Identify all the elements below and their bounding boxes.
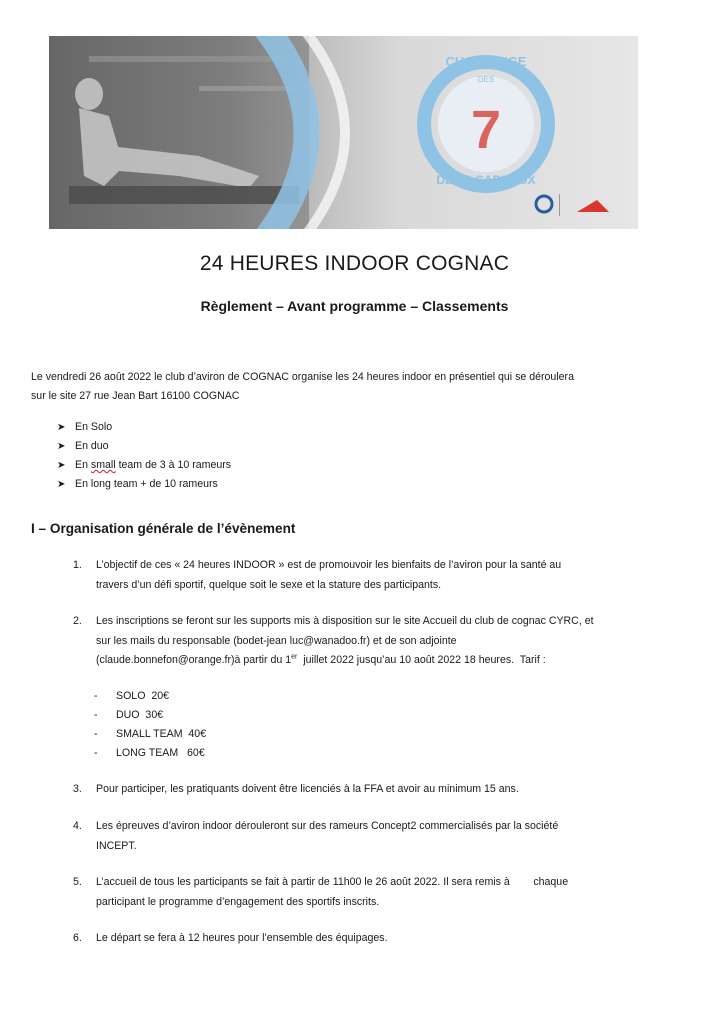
item-text: travers d’un défi sportif, quelque soit le sexe et la stature des participants. bbox=[96, 578, 442, 591]
price-item bbox=[94, 687, 206, 706]
logo-text-top: CHALLENGE bbox=[445, 54, 527, 69]
logo-text-des: DES bbox=[477, 75, 495, 84]
item-text bbox=[96, 651, 663, 671]
list-item-text: En long team + de 10 rameurs bbox=[75, 478, 218, 490]
list-item bbox=[57, 437, 231, 456]
list-item-text: En Solo bbox=[75, 421, 113, 433]
item-number: 3. bbox=[73, 783, 82, 795]
item-text: L’objectif de ces « 24 heures INDOOR » est de promouvoir les bienfaits de l’aviron pour la santé au bbox=[96, 559, 562, 571]
price-text: SMALL TEAM 40€ bbox=[116, 728, 207, 740]
numbered-item bbox=[73, 612, 663, 671]
numbered-item bbox=[73, 780, 663, 800]
spellcheck-word: small bbox=[90, 459, 116, 471]
list-item-text: En bbox=[75, 459, 91, 471]
ordinal-superscript: er bbox=[291, 653, 298, 661]
arrow-bullet-icon: ➤ bbox=[57, 479, 66, 490]
arrow-bullet-icon: ➤ bbox=[57, 460, 66, 471]
item-text: sur les mails du responsable (bodet-jean luc@wanadoo.fr) et de son adjointe bbox=[96, 634, 457, 647]
item-text: Le départ se fera à 12 heures pour l’ensemble des équipages. bbox=[96, 932, 388, 944]
item-number: 4. bbox=[73, 820, 82, 832]
arrow-bullet-icon: ➤ bbox=[57, 422, 66, 433]
format-list bbox=[57, 418, 231, 494]
item-text: L’accueil de tous les participants se fait à partir de 11h00 le 26 août 2022. Il sera remis à chaque bbox=[96, 876, 569, 888]
item-text: INCEPT. bbox=[96, 839, 137, 852]
dash-bullet: - bbox=[94, 690, 98, 702]
banner-artwork bbox=[49, 36, 638, 229]
item-number: 5. bbox=[73, 876, 82, 888]
header-banner-image bbox=[49, 36, 638, 229]
dash-bullet: - bbox=[94, 728, 98, 740]
list-item bbox=[57, 475, 231, 494]
item-number: 6. bbox=[73, 932, 82, 944]
dash-bullet: - bbox=[94, 709, 98, 721]
price-item bbox=[94, 744, 206, 763]
list-item bbox=[57, 456, 231, 475]
challenge-logo bbox=[424, 54, 548, 187]
list-item-text: team de 3 à 10 rameurs bbox=[115, 459, 232, 471]
list-item-text: En duo bbox=[75, 440, 109, 452]
logo-text-bottom: DÉFIS CAPITAUX bbox=[436, 173, 536, 187]
item-text-part: (claude.bonnefon@orange.fr)à partir du 1 bbox=[96, 654, 292, 666]
numbered-item bbox=[73, 556, 663, 595]
price-item bbox=[94, 725, 206, 744]
price-list bbox=[94, 687, 206, 763]
item-text: Les inscriptions se feront sur les supports mis à disposition sur le site Accueil du club de cognac CYRC, et bbox=[96, 615, 594, 627]
intro-line: Le vendredi 26 août 2022 le club d’aviron de COGNAC organise les 24 heures indoor en présentiel qui se déroulera bbox=[31, 371, 574, 383]
numbered-item bbox=[73, 873, 663, 912]
numbered-item bbox=[73, 929, 663, 949]
price-text: SOLO 20€ bbox=[116, 690, 169, 702]
list-item bbox=[57, 418, 231, 437]
item-number: 1. bbox=[73, 559, 82, 571]
price-text: DUO 30€ bbox=[116, 709, 164, 721]
item-text: participant le programme d’engagement des sportifs inscrits. bbox=[96, 895, 380, 908]
item-text-part: juillet 2022 jusqu’au 10 août 2022 18 heures. Tarif : bbox=[297, 654, 546, 666]
arrow-bullet-icon: ➤ bbox=[57, 441, 66, 452]
item-text: Pour participer, les pratiquants doivent être licenciés à la FFA et avoir au minimum 15 ans. bbox=[96, 783, 519, 795]
section-heading: I – Organisation générale de l’évènement bbox=[31, 521, 296, 536]
intro-paragraph bbox=[31, 368, 681, 406]
price-item bbox=[94, 706, 206, 725]
numbered-item bbox=[73, 817, 663, 856]
dash-bullet: - bbox=[94, 747, 98, 759]
partner-logos bbox=[536, 194, 609, 216]
price-text: LONG TEAM 60€ bbox=[116, 747, 205, 759]
document-subtitle: Règlement – Avant programme – Classements bbox=[200, 298, 509, 314]
intro-line: sur le site 27 rue Jean Bart 16100 COGNAC bbox=[31, 390, 240, 402]
item-number: 2. bbox=[73, 615, 82, 627]
item-text: Les épreuves d’aviron indoor dérouleront sur des rameurs Concept2 commercialisés par la société bbox=[96, 820, 559, 832]
logo-numeral: 7 bbox=[470, 100, 502, 160]
document-title: 24 HEURES INDOOR COGNAC bbox=[199, 252, 510, 275]
